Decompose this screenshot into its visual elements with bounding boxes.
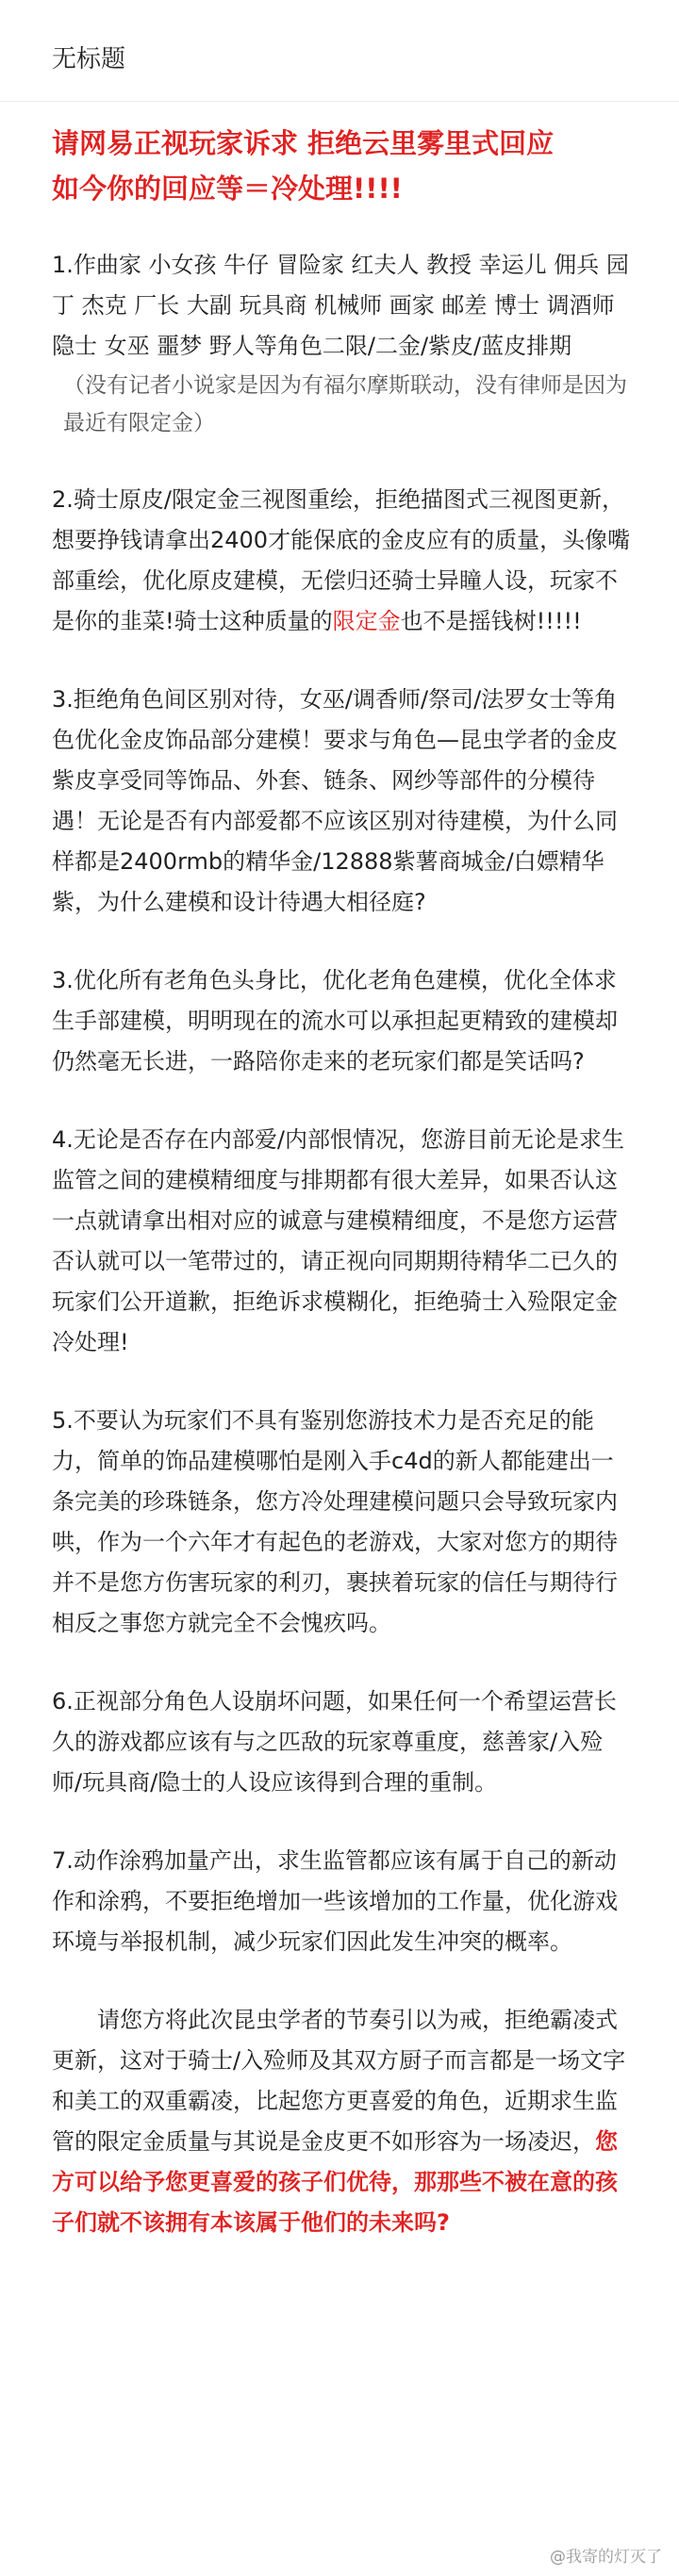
post-content — [52, 121, 633, 2243]
closing-text: 请您方将此次昆虫学者的节奏引以为戒，拒绝霸凌式更新，这对于骑士/入殓师及其双方厨子而言都是一场文字和美工的双重霸凌，比起您方更喜爱的角色，近期求生监管的限定金质量与其说是金皮更不如形容为一场凌迟， — [52, 2007, 626, 2155]
demand-1-note: （没有记者小说家是因为有福尔摩斯联动，没有律师是因为最近有限定金） — [63, 373, 627, 435]
headline-line-1: 请网易正视玩家诉求 拒绝云里雾里式回应 — [52, 127, 555, 159]
demand-2 — [52, 480, 633, 642]
demand-6: 6.正视部分角色人设崩坏问题，如果任何一个希望运营长久的游戏都应该有与之匹敌的玩家尊重度，慈善家/入殓师/玩具商/隐士的人设应该得到合理的重制。 — [52, 1688, 617, 1796]
closing-highlight: 您方可以给予您更喜爱的孩子们优待，那那些不被在意的孩子们就不该拥有本该属于他们的未来吗? — [52, 2128, 618, 2236]
demand-1 — [52, 245, 633, 442]
watermark: @我寄的灯灭了 — [550, 2548, 662, 2567]
demand-2-highlight: 限定金 — [332, 608, 401, 634]
demand-2-text: 2.骑士原皮/限定金三视图重绘，拒绝描图式三视图更新，想要挣钱请拿出2400才能保底的金皮应有的质量，头像嘴部重绘，优化原皮建模，无偿归还骑士异瞳人设，玩家不是你的韭菜!骑士这种质量的 — [52, 486, 631, 634]
demand-7: 7.动作涂鸦加量产出，求生监管都应该有属于自己的新动作和涂鸦，不要拒绝增加一些该增加的工作量，优化游戏环境与举报机制，减少玩家们因此发生冲突的概率。 — [52, 1847, 618, 1955]
demand-1-text: 1.作曲家 小女孩 牛仔 冒险家 红夫人 教授 幸运儿 佣兵 园丁 杰克 厂长 大副 玩具商 机械师 画家 邮差 博士 调酒师 隐士 女巫 噩梦 野人等角色二限/二金/紫皮/蓝皮排期 — [52, 252, 629, 359]
page-header — [0, 0, 679, 102]
demand-4: 4.无论是否存在内部爱/内部恨情况，您游目前无论是求生监管之间的建模精细度与排期都有很大差异，如果否认这一点就请拿出相对应的诚意与建模精细度，不是您方运营否认就可以一笔带过的，请正视向同期期待精华二已久的玩家们公开道歉，拒绝诉求模糊化，拒绝骑士入殓限定金冷处理! — [52, 1126, 624, 1355]
demand-2-text-end: 也不是摇钱树!!!!! — [400, 608, 582, 634]
demand-3b: 3.优化所有老角色头身比，优化老角色建模，优化全体求生手部建模，明明现在的流水可以承担起更精致的建模却仍然毫无长进，一路陪你走来的老玩家们都是笑话吗? — [52, 967, 618, 1075]
demand-5: 5.不要认为玩家们不具有鉴别您游技术力是否充足的能力，简单的饰品建模哪怕是刚入手c4d的新人都能建出一条完美的珍珠链条，您方冷处理建模问题只会导致玩家内哄，作为一个六年才有起色的老游戏，大家对您方的期待并不是您方伤害玩家的利刃，裹挟着玩家的信任与期待行相反之事您方就完全不会愧疚吗。 — [52, 1407, 618, 1636]
headline — [52, 121, 633, 211]
headline-line-2: 如今你的回应等＝冷处理!!!! — [52, 172, 403, 205]
closing-paragraph — [52, 2000, 633, 2243]
demand-3: 3.拒绝角色间区别对待，女巫/调香师/祭司/法罗女士等角色优化金皮饰品部分建模！要求与角色—昆虫学者的金皮紫皮享受同等饰品、外套、链条、网纱等部件的分模待遇！无论是否有内部爱都不应该区别对待建模，为什么同样都是2400rmb的精华金/12888紫薯商城金/白嫖精华紫，为什么建模和设计待遇大相径庭? — [52, 686, 618, 915]
header-title: 无标题 — [52, 45, 126, 74]
